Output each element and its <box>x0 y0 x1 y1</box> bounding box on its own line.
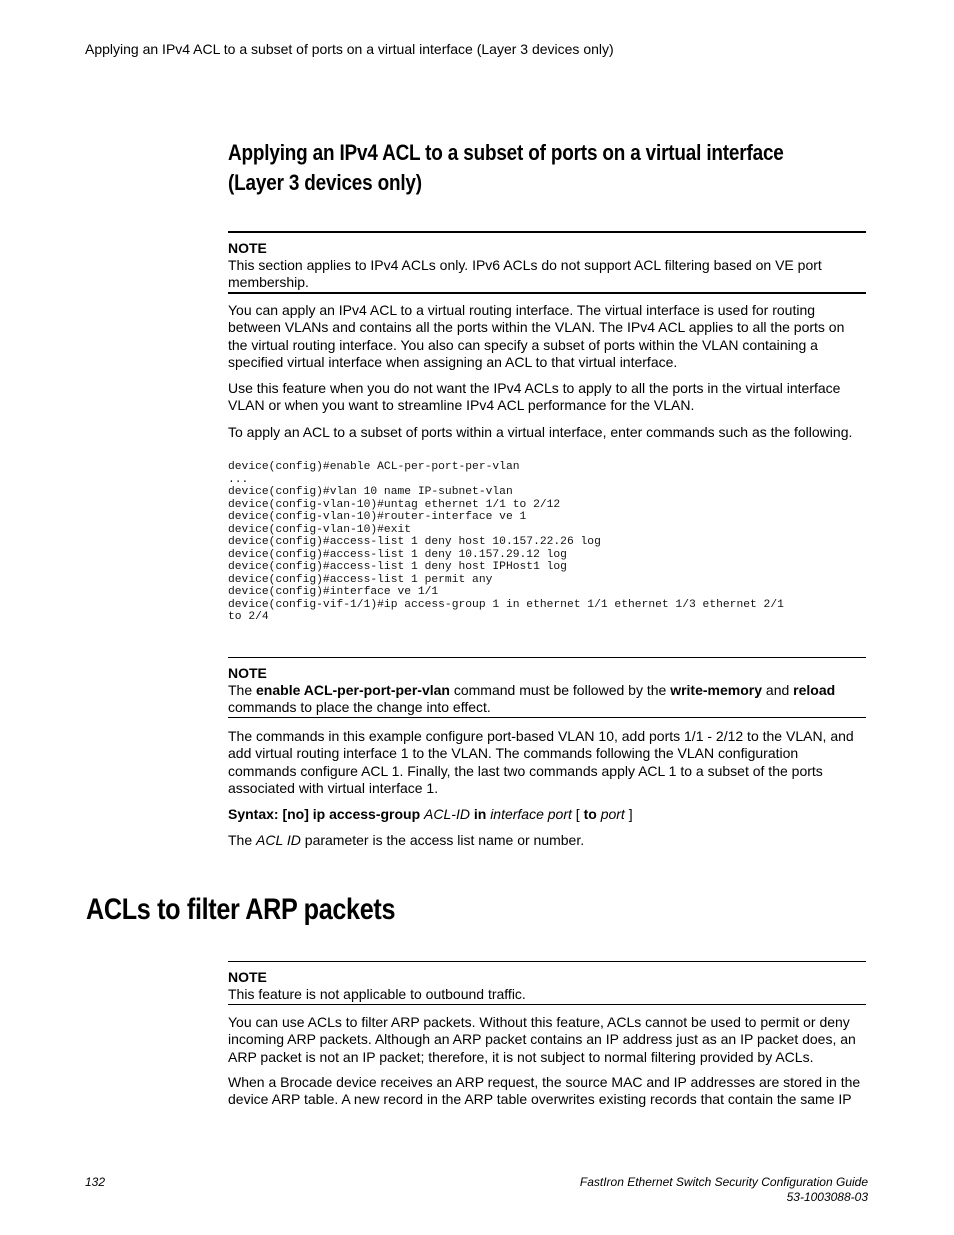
paragraph-arp-request: When a Brocade device receives an ARP request, the source MAC and IP addresses are stored in the device ARP table. A new record in the ARP table overwrites existing records that contain the same IP <box>228 1074 861 1108</box>
note-label: NOTE <box>228 240 267 256</box>
footer-doc-info <box>580 1175 868 1205</box>
cli-example-code: device(config)#enable ACL-per-port-per-vlan ... device(config)#vlan 10 name IP-subnet-vlan device(config-vlan-10)#untag ethernet 1/1 to 2/12 device(config-vlan-10)#router-interface ve 1 device(config-vlan-10)#exit device(config)#access-list 1 deny host 10.157.22.26 log device(config)#access-list 1 deny 10.157.29.12 log device(config)#access-list 1 deny host IPHost1 log device(config)#access-list 1 permit any device(config)#interface ve 1/1 device(config-vif-1/1)#ip access-group 1 in ethernet 1/1 ethernet 1/3 ethernet 2/1 to 2/4 <box>228 461 784 623</box>
note-text: This section applies to IPv4 ACLs only. IPv6 ACLs do not support ACL filtering based on VE port membership. <box>228 257 822 290</box>
syntax-line: Syntax: [no] ip access-group ACL-ID in interface port [ to port ] <box>228 806 633 822</box>
doc-number: 53-1003088-03 <box>786 1190 868 1204</box>
guide-title: FastIron Ethernet Switch Security Configuration Guide <box>579 1175 868 1189</box>
page-number: 132 <box>85 1175 106 1189</box>
note-outbound-traffic <box>228 961 866 1005</box>
note-text: This feature is not applicable to outbound traffic. <box>228 986 526 1002</box>
note-text: The enable ACL-per-port-per-vlan command must be followed by the write-memory and reload commands to place the change into effect. <box>228 682 836 715</box>
section-heading-ipv4-acl: Applying an IPv4 ACL to a subset of ports on a virtual interface (Layer 3 devices only) <box>228 140 784 195</box>
note-label: NOTE <box>228 969 267 985</box>
paragraph-example-explanation: The commands in this example configure port-based VLAN 10, add ports 1/1 - 2/12 to the VLAN, and add virtual routing interface 1 to the VLAN. The commands following the VLAN configuration commands configure ACL 1. Finally, the last two commands apply ACL 1 to a subset of the ports associated with virtual interface 1. <box>228 728 854 796</box>
note-ve-membership <box>228 231 866 294</box>
note-write-memory <box>228 657 866 718</box>
paragraph-arp-filtering: You can use ACLs to filter ARP packets. Without this feature, ACLs cannot be used to permit or deny incoming ARP packets. Although an ARP packet contains an IP address just as an IP packet does, an ARP packet is not an IP packet; therefore, it is not subject to normal filtering provided by ACLs. <box>228 1014 856 1065</box>
note-label: NOTE <box>228 665 267 681</box>
paragraph-apply-commands: To apply an ACL to a subset of ports within a virtual interface, enter commands such as the following. <box>228 424 853 440</box>
paragraph-acl-id-parameter: The ACL ID parameter is the access list name or number. <box>228 832 585 848</box>
paragraph-feature-use: Use this feature when you do not want the IPv4 ACLs to apply to all the ports in the virtual interface VLAN or when you want to streamline IPv4 ACL performance for the VLAN. <box>228 380 841 414</box>
section-heading-arp: ACLs to filter ARP packets <box>86 893 396 926</box>
running-header: Applying an IPv4 ACL to a subset of ports on a virtual interface (Layer 3 devices only) <box>85 41 614 57</box>
paragraph-virtual-interface: You can apply an IPv4 ACL to a virtual routing interface. The virtual interface is used for routing between VLANs and contains all the ports within the VLAN. The IPv4 ACL applies to all the ports on the virtual routing interface. You also can specify a subset of ports within the VLAN containing a specified virtual interface when assigning an ACL to that virtual interface. <box>228 302 845 370</box>
